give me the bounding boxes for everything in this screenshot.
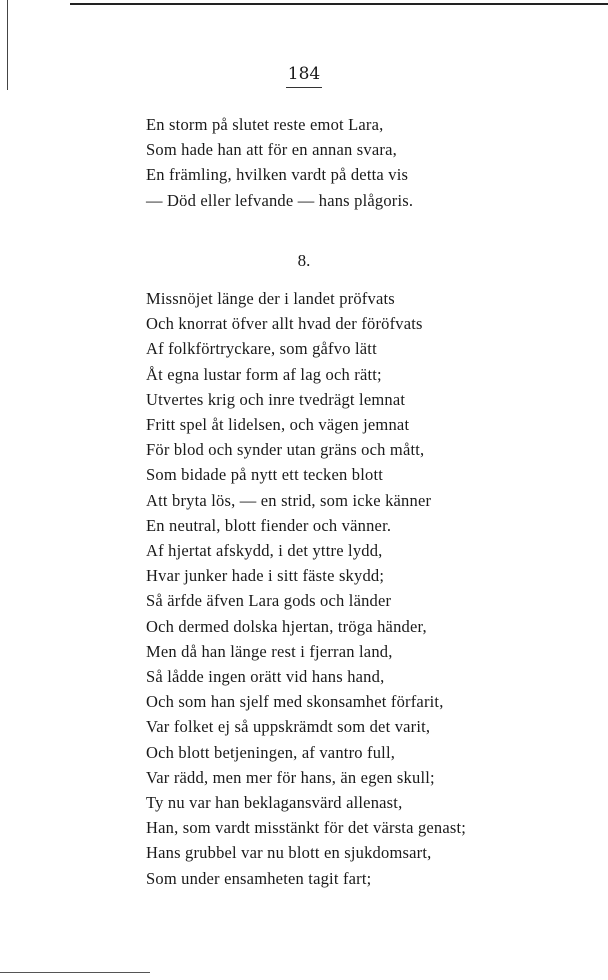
verse-line: Som bidade på nytt ett tecken blott bbox=[146, 465, 384, 485]
verse-line: Så ärfde äfven Lara gods och länder bbox=[146, 591, 392, 611]
page-bottom-edge bbox=[0, 972, 150, 973]
verse-line: Och som han sjelf med skonsamhet förfarit, bbox=[146, 692, 444, 712]
verse-line: Åt egna lustar form af lag och rätt; bbox=[146, 364, 382, 384]
verse-line: Som hade han att för en annan svara, bbox=[146, 140, 397, 160]
verse-line: Men då han länge rest i fjerran land, bbox=[146, 641, 393, 661]
verse-line: Och blott betjeningen, af vantro full, bbox=[146, 742, 396, 762]
verse-line: Fritt spel åt lidelsen, och vägen jemnat bbox=[146, 415, 410, 435]
verse-line: En neutral, blott fiender och vänner. bbox=[146, 515, 392, 535]
verse-line: Han, som vardt misstänkt för det värsta genast; bbox=[146, 818, 467, 838]
verse-line: Missnöjet länge der i landet pröfvats bbox=[146, 289, 395, 308]
stanza-1 bbox=[146, 112, 586, 213]
page-number-text: 184 bbox=[286, 63, 322, 88]
verse-line: Som under ensamheten tagit fart; bbox=[146, 868, 372, 888]
page-number bbox=[0, 63, 608, 88]
verse-line: Var folket ej så uppskrämdt som det varit, bbox=[146, 717, 431, 737]
verse-line: Utvertes krig och inre tvedrägt lemnat bbox=[146, 389, 406, 409]
verse-line: Och knorrat öfver allt hvad der föröfvats bbox=[146, 314, 423, 334]
verse-line: Hans grubbel var nu blott en sjukdomsart, bbox=[146, 843, 432, 863]
verse-line: Af folkförtryckare, som gåfvo lätt bbox=[146, 339, 377, 359]
verse-line: Att bryta lös, — en strid, som icke känner bbox=[146, 490, 432, 510]
verse-line: Ty nu var han beklagansvärd allenast, bbox=[146, 793, 403, 813]
verse-line: För blod och synder utan gräns och mått, bbox=[146, 440, 425, 460]
verse-line: Hvar junker hade i sitt fäste skydd; bbox=[146, 566, 385, 586]
verse-line: Var rädd, men mer för hans, än egen skull; bbox=[146, 767, 435, 787]
verse-line: En främling, hvilken vardt på detta vis bbox=[146, 165, 409, 185]
page-top-edge bbox=[70, 3, 608, 5]
verse-line: Af hjertat afskydd, i det yttre lydd, bbox=[146, 541, 383, 561]
stanza-2 bbox=[146, 286, 586, 891]
section-number: 8. bbox=[297, 251, 311, 270]
verse-line: Och dermed dolska hjertan, tröga händer, bbox=[146, 616, 427, 636]
verse-line: Så lådde ingen orätt vid hans hand, bbox=[146, 667, 385, 687]
verse-line: — Död eller lefvande — hans plågoris. bbox=[146, 190, 414, 210]
verse-line: En storm på slutet reste emot Lara, bbox=[146, 115, 384, 134]
